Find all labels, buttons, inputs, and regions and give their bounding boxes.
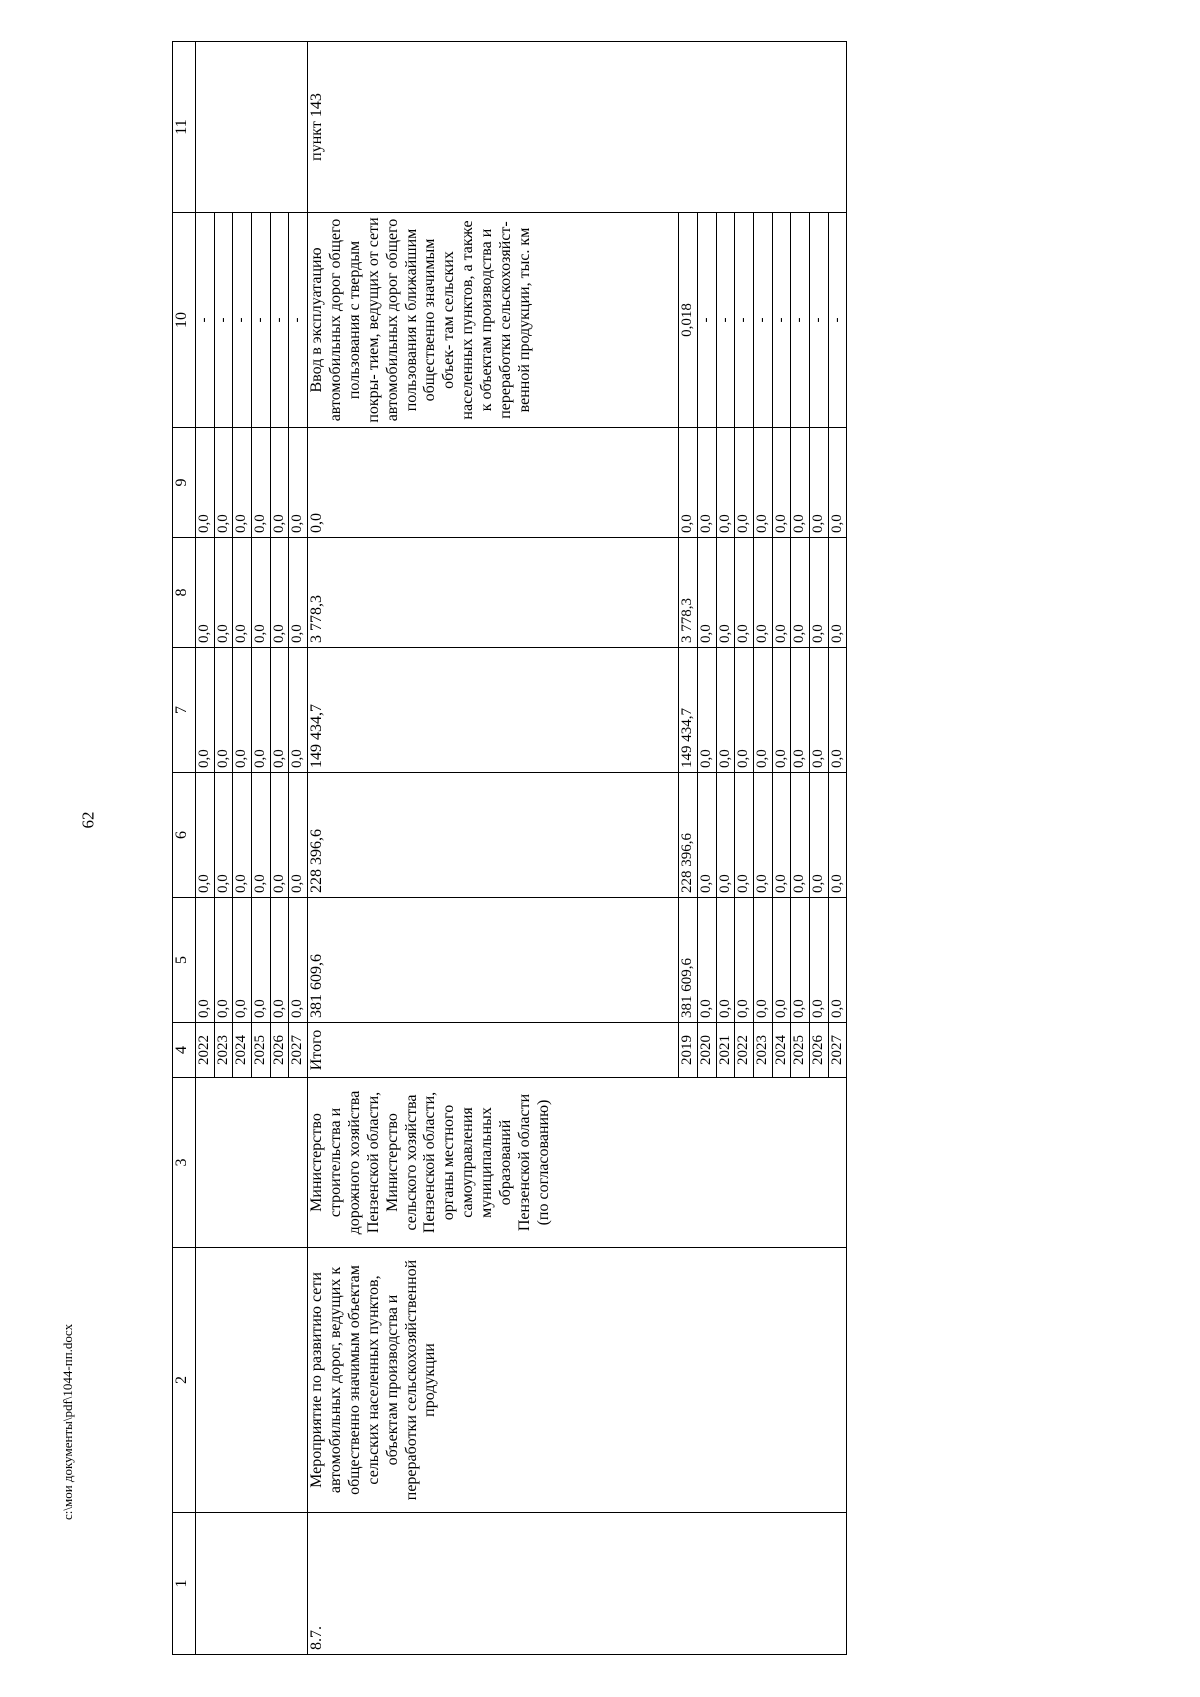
program-activities-table: [172, 41, 847, 1655]
empty-cell: [196, 1078, 308, 1248]
value-cell: 0,0: [791, 648, 810, 773]
indicator-value-cell: -: [772, 213, 791, 428]
value-cell: 0,0: [735, 538, 754, 648]
value-cell: 0,0: [809, 428, 828, 538]
value-cell: 0,0: [196, 898, 215, 1023]
value-cell: 0,0: [697, 428, 716, 538]
value-cell: 0,0: [196, 648, 215, 773]
total-value-cell: 149 434,7: [308, 648, 679, 773]
value-cell: 0,0: [289, 773, 308, 898]
indicator-value-cell: -: [809, 213, 828, 428]
value-cell: 0,0: [196, 773, 215, 898]
value-cell: 0,0: [252, 773, 271, 898]
value-cell: 381 609,6: [679, 898, 698, 1023]
indicator-value-cell: -: [791, 213, 810, 428]
value-cell: 0,0: [233, 538, 252, 648]
value-cell: 0,0: [753, 428, 772, 538]
header-row: [173, 42, 196, 1655]
value-cell: 0,0: [270, 648, 289, 773]
value-cell: 0,0: [252, 898, 271, 1023]
year-cell: 2027: [289, 1023, 308, 1078]
empty-cell: [196, 42, 308, 213]
total-value-cell: 381 609,6: [308, 898, 679, 1023]
value-cell: 0,0: [772, 538, 791, 648]
value-cell: 0,0: [828, 648, 847, 773]
value-cell: 0,0: [196, 538, 215, 648]
table-row: [196, 42, 215, 1655]
value-cell: 0,0: [697, 538, 716, 648]
value-cell: 0,0: [697, 648, 716, 773]
col-header-6: 6: [173, 773, 196, 898]
col-header-4: 4: [173, 1023, 196, 1078]
year-cell: 2023: [753, 1023, 772, 1078]
value-cell: 0,0: [289, 538, 308, 648]
value-cell: 0,0: [753, 538, 772, 648]
value-cell: 0,0: [809, 538, 828, 648]
value-cell: 0,0: [196, 428, 215, 538]
total-label: Итого: [308, 1023, 679, 1078]
value-cell: 0,0: [828, 898, 847, 1023]
value-cell: 0,0: [791, 428, 810, 538]
value-cell: 149 434,7: [679, 648, 698, 773]
value-cell: 0,0: [214, 898, 233, 1023]
value-cell: 0,0: [753, 898, 772, 1023]
value-cell: 0,0: [233, 898, 252, 1023]
item-executor: Министерство строительства и дорожного хозяйства Пензенской области, Министерство сельского хозяйства Пензенской области, органы местного самоуправления муниципальных образований Пензенской области (по согласованию): [308, 1078, 847, 1248]
value-cell: 0,0: [828, 428, 847, 538]
indicator-value-cell: -: [716, 213, 735, 428]
value-cell: 0,0: [252, 538, 271, 648]
value-cell: 0,0: [697, 773, 716, 898]
value-cell: 0,0: [809, 773, 828, 898]
value-cell: 0,0: [716, 428, 735, 538]
value-cell: 0,0: [270, 428, 289, 538]
year-cell: 2026: [809, 1023, 828, 1078]
indicator-value-cell: -: [828, 213, 847, 428]
value-cell: 0,0: [772, 428, 791, 538]
value-cell: 0,0: [735, 898, 754, 1023]
item-description: Мероприятие по развитию сети автомобильных дорог, ведущих к общественно значимым объектам сельских населенных пунктов, объектам производства и переработки сельскохозяйственной продукции: [308, 1248, 847, 1513]
value-cell: 0,0: [791, 538, 810, 648]
indicator-cell: Ввод в эксплуатацию автомобильных дорог общего пользования с твердым покры- тием, ведущих от сети автомобильных дорог общего пользования к ближайшим общественно значимым объек- там сельских населенных пунктов, а также к объектам производства и переработки сельскохозяйст- венной продукции, тыс. км: [308, 213, 679, 428]
year-cell: 2024: [772, 1023, 791, 1078]
indicator-value-cell: -: [753, 213, 772, 428]
value-cell: 0,0: [679, 428, 698, 538]
value-cell: 0,0: [809, 648, 828, 773]
value-cell: 0,0: [735, 428, 754, 538]
year-cell: 2022: [196, 1023, 215, 1078]
value-cell: 0,0: [697, 898, 716, 1023]
year-cell: 2026: [270, 1023, 289, 1078]
indicator-value-cell: -: [270, 213, 289, 428]
value-cell: 0,0: [828, 538, 847, 648]
indicator-value-cell: -: [233, 213, 252, 428]
value-cell: 0,0: [270, 898, 289, 1023]
table-body: [173, 42, 847, 1655]
value-cell: 0,0: [214, 773, 233, 898]
value-cell: 0,0: [753, 773, 772, 898]
value-cell: 0,0: [289, 898, 308, 1023]
value-cell: 0,0: [270, 773, 289, 898]
year-cell: 2025: [252, 1023, 271, 1078]
year-cell: 2025: [791, 1023, 810, 1078]
total-value-cell: 228 396,6: [308, 773, 679, 898]
reference-cell: пункт 143: [308, 42, 847, 213]
value-cell: 0,0: [772, 648, 791, 773]
col-header-8: 8: [173, 538, 196, 648]
total-value-cell: 0,0: [308, 428, 679, 538]
value-cell: 0,0: [214, 538, 233, 648]
value-cell: 0,0: [233, 773, 252, 898]
value-cell: 0,0: [289, 648, 308, 773]
year-cell: 2020: [697, 1023, 716, 1078]
value-cell: 0,0: [735, 773, 754, 898]
value-cell: 0,0: [233, 428, 252, 538]
col-header-11: 11: [173, 42, 196, 213]
value-cell: 0,0: [716, 773, 735, 898]
page-number: 62: [78, 811, 98, 829]
col-header-3: 3: [173, 1078, 196, 1248]
col-header-10: 10: [173, 213, 196, 428]
value-cell: 0,0: [716, 648, 735, 773]
indicator-value-cell: -: [196, 213, 215, 428]
value-cell: 0,0: [809, 898, 828, 1023]
year-cell: 2019: [679, 1023, 698, 1078]
value-cell: 228 396,6: [679, 773, 698, 898]
value-cell: 0,0: [828, 773, 847, 898]
indicator-value-cell: -: [252, 213, 271, 428]
value-cell: 0,0: [791, 898, 810, 1023]
year-cell: 2024: [233, 1023, 252, 1078]
value-cell: 3 778,3: [679, 538, 698, 648]
empty-cell: [196, 1513, 308, 1655]
value-cell: 0,0: [791, 773, 810, 898]
col-header-2: 2: [173, 1248, 196, 1513]
value-cell: 0,0: [252, 428, 271, 538]
year-cell: 2021: [716, 1023, 735, 1078]
item-number: 8.7.: [308, 1513, 847, 1655]
value-cell: 0,0: [716, 538, 735, 648]
value-cell: 0,0: [214, 428, 233, 538]
value-cell: 0,0: [772, 898, 791, 1023]
total-value-cell: 3 778,3: [308, 538, 679, 648]
rotated-table-container: [172, 42, 1102, 1655]
value-cell: 0,0: [233, 648, 252, 773]
value-cell: 0,0: [735, 648, 754, 773]
indicator-value-cell: -: [214, 213, 233, 428]
indicator-value-cell: -: [697, 213, 716, 428]
table-row-total: [308, 42, 679, 1655]
col-header-9: 9: [173, 428, 196, 538]
year-cell: 2022: [735, 1023, 754, 1078]
value-cell: 0,0: [753, 648, 772, 773]
value-cell: 0,0: [716, 898, 735, 1023]
col-header-1: 1: [173, 1513, 196, 1655]
footer-file-path: c:\мои документы\pdf\1044-пп.docx: [60, 1323, 75, 1520]
value-cell: 0,0: [289, 428, 308, 538]
year-cell: 2023: [214, 1023, 233, 1078]
value-cell: 0,0: [252, 648, 271, 773]
indicator-value-cell: 0,018: [679, 213, 698, 428]
value-cell: 0,0: [772, 773, 791, 898]
col-header-5: 5: [173, 898, 196, 1023]
value-cell: 0,0: [270, 538, 289, 648]
year-cell: 2027: [828, 1023, 847, 1078]
empty-cell: [196, 1248, 308, 1513]
value-cell: 0,0: [214, 648, 233, 773]
indicator-value-cell: -: [289, 213, 308, 428]
col-header-7: 7: [173, 648, 196, 773]
indicator-value-cell: -: [735, 213, 754, 428]
